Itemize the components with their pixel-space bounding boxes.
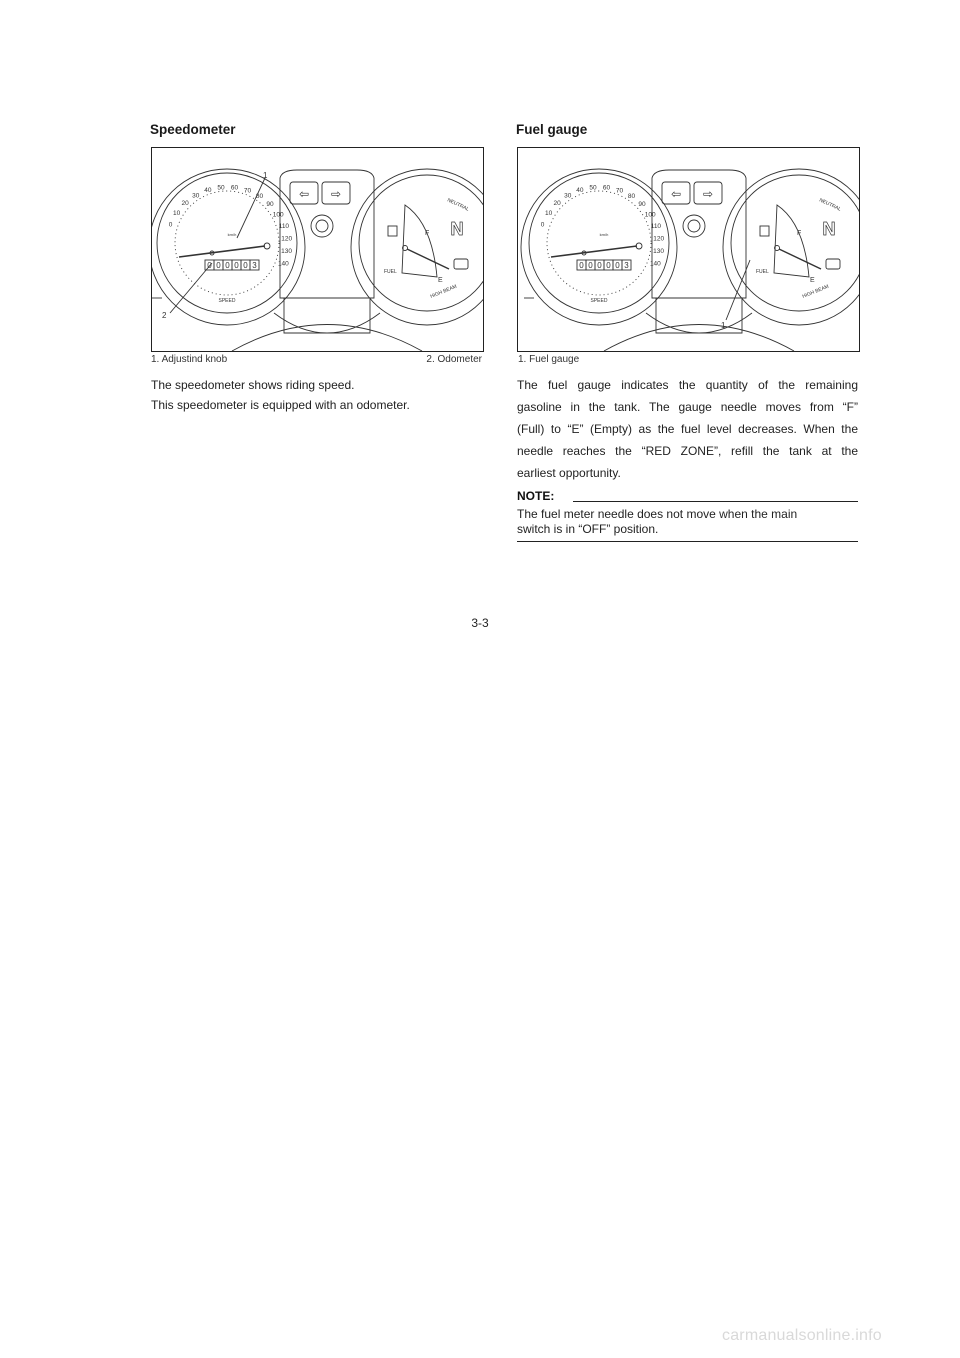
callout-leader: [170, 263, 212, 313]
speedometer-needle: [551, 246, 637, 257]
speed-tick-label: 90: [638, 201, 646, 209]
speed-unit-label: km/h: [599, 232, 609, 237]
odometer-digit: 0: [597, 261, 602, 270]
odometer-digit: 0: [615, 261, 620, 270]
speed-tick-label: 60: [602, 184, 611, 192]
fuel-paragraph-line: earliest opportunity.: [517, 466, 621, 480]
speed-tick-label: 20: [553, 200, 561, 208]
odometer-digit: 3: [252, 261, 257, 270]
arrow-right-icon: ⇨: [330, 187, 342, 201]
fuel-dial-face: [402, 205, 437, 277]
speed-tick-label: 140: [649, 260, 661, 268]
fuel-dial-face: [774, 205, 809, 277]
note-line: The fuel meter needle does not move when the main: [517, 507, 798, 521]
arrow-right-icon: ⇨: [702, 187, 714, 201]
neutral-indicator-icon: N: [450, 219, 464, 239]
neutral-label: NEUTRAL: [818, 197, 842, 213]
note-bottom-rule: [517, 541, 858, 542]
speed-tick-label: 120: [653, 235, 665, 243]
speed-label: SPEED: [218, 298, 236, 304]
odometer-digit: 0: [216, 261, 221, 270]
speed-tick-label: 70: [243, 187, 252, 195]
speed-tick-label: 140: [277, 260, 289, 268]
brand-emblem-inner: [316, 220, 328, 232]
odometer-digit: 0: [234, 261, 239, 270]
speedometer-paragraph-2: This speedometer is equipped with an odometer.: [151, 398, 410, 412]
cluster-lower-arc: [232, 325, 422, 352]
fuel-pump-icon: [760, 226, 769, 236]
arrow-left-icon: ⇦: [298, 187, 310, 201]
speed-tick-label: 20: [181, 200, 189, 208]
odometer-digit: 0: [207, 261, 212, 270]
fuel-gauge-bezel: [731, 175, 859, 311]
high-beam-icon: [826, 259, 840, 269]
watermark: carmanualsonline.info: [722, 1327, 882, 1344]
fuel-gauge-bezel: [359, 175, 483, 311]
speed-tick-label: 50: [217, 184, 225, 192]
page-number: 3-3: [471, 616, 489, 630]
instrument-cluster-illustration-2: [518, 148, 859, 351]
brand-emblem-icon: [311, 215, 333, 237]
odometer-digit: 0: [606, 261, 611, 270]
speed-tick-label: 60: [230, 184, 239, 192]
speed-unit-label: km/h: [227, 232, 237, 237]
speed-tick-label: 70: [615, 187, 624, 195]
fuel-paragraph-line: needle reaches the “RED ZONE”, refill the tank at the: [517, 444, 858, 458]
brand-emblem-icon: [683, 215, 705, 237]
fuel-label: FUEL: [756, 269, 769, 275]
speedometer-heading: Speedometer: [150, 122, 236, 137]
fuel-needle: [407, 249, 449, 269]
speedometer-figure: [151, 147, 484, 352]
fuel-label: FUEL: [384, 269, 397, 275]
odometer-digit: 0: [579, 261, 584, 270]
speed-tick-label: 50: [589, 184, 597, 192]
odometer-digit: 0: [225, 261, 230, 270]
note-line: switch is in “OFF” position.: [517, 522, 659, 536]
speedometer-bezel: [157, 173, 297, 313]
odometer-digit: 0: [588, 261, 593, 270]
fuel-paragraph-line: gasoline in the tank. The gauge needle moves from “F”: [517, 400, 858, 414]
cluster-stand-curve: [646, 313, 752, 333]
fuel-gauge-paragraph: [517, 374, 858, 484]
neutral-label: NEUTRAL: [446, 197, 470, 213]
odometer-digit: 3: [624, 261, 629, 270]
speed-tick-label: 100: [644, 211, 656, 219]
fuel-gauge-bezel-outer: [351, 169, 483, 325]
high-beam-label: HIGH BEAM: [801, 283, 830, 300]
speed-tick-label: 10: [172, 210, 181, 218]
fuel-full-label: F: [797, 230, 802, 237]
speed-tick-label: 80: [255, 193, 264, 201]
note-text: [517, 507, 858, 537]
instrument-cluster-illustration-1: [152, 148, 483, 351]
fuel-full-label: F: [425, 230, 430, 237]
fuel-needle: [779, 249, 821, 269]
high-beam-icon: [454, 259, 468, 269]
speed-label: SPEED: [590, 298, 608, 304]
fuel-empty-label: E: [438, 277, 443, 284]
speed-tick-label: 120: [281, 235, 293, 243]
speed-tick-label: 0: [540, 221, 545, 229]
speedometer-paragraph-1: The speedometer shows riding speed.: [151, 378, 355, 392]
speed-tick-label: 40: [576, 186, 584, 194]
speedometer-needle: [179, 246, 265, 257]
speed-tick-label: 10: [544, 210, 553, 218]
figure-caption-fuel-gauge: 1. Fuel gauge: [518, 354, 580, 365]
note-label: NOTE:: [517, 489, 555, 503]
figure-caption-adjusting-knob: 1. Adjustind knob: [151, 354, 228, 365]
callout-number: 1: [721, 321, 726, 330]
fuel-gauge-heading: Fuel gauge: [516, 122, 588, 137]
speed-tick-label: 90: [266, 201, 274, 209]
fuel-empty-label: E: [810, 277, 815, 284]
speed-tick-label: 100: [272, 211, 284, 219]
brand-emblem-inner: [688, 220, 700, 232]
fuel-pump-icon: [388, 226, 397, 236]
speed-tick-label: 0: [168, 221, 173, 229]
speedometer-scale: [172, 191, 279, 295]
cluster-stand-line: [656, 298, 742, 333]
figure-caption-odometer: 2. Odometer: [426, 354, 482, 365]
fuel-gauge-figure: [517, 147, 860, 352]
speedometer-bezel: [529, 173, 669, 313]
speed-tick-label: 80: [627, 193, 636, 201]
fuel-gauge-bezel-outer: [723, 169, 859, 325]
odometer-digit: 0: [243, 261, 248, 270]
speed-tick-label: 130: [281, 248, 292, 256]
speed-tick-label: 110: [650, 222, 662, 230]
fuel-paragraph-line: (Full) to “E” (Empty) as the fuel level decreases. When the: [517, 422, 858, 436]
fuel-paragraph-line: The fuel gauge indicates the quantity of the remaining: [517, 378, 858, 392]
cluster-stand-line: [284, 298, 370, 333]
arrow-left-icon: ⇦: [670, 187, 682, 201]
cluster-stand-curve: [274, 313, 380, 333]
neutral-indicator-icon: N: [822, 219, 836, 239]
callout-number: 1: [263, 171, 268, 180]
cluster-lower-arc: [604, 325, 794, 352]
speed-tick-label: 40: [204, 186, 212, 194]
speedometer-scale: [544, 191, 651, 295]
speed-tick-label: 130: [653, 248, 664, 256]
speed-tick-label: 30: [192, 192, 200, 200]
high-beam-label: HIGH BEAM: [429, 283, 458, 300]
speed-tick-label: 30: [564, 192, 572, 200]
speed-tick-label: 110: [278, 222, 290, 230]
note-top-rule: [573, 501, 858, 502]
callout-number: 2: [162, 311, 167, 320]
